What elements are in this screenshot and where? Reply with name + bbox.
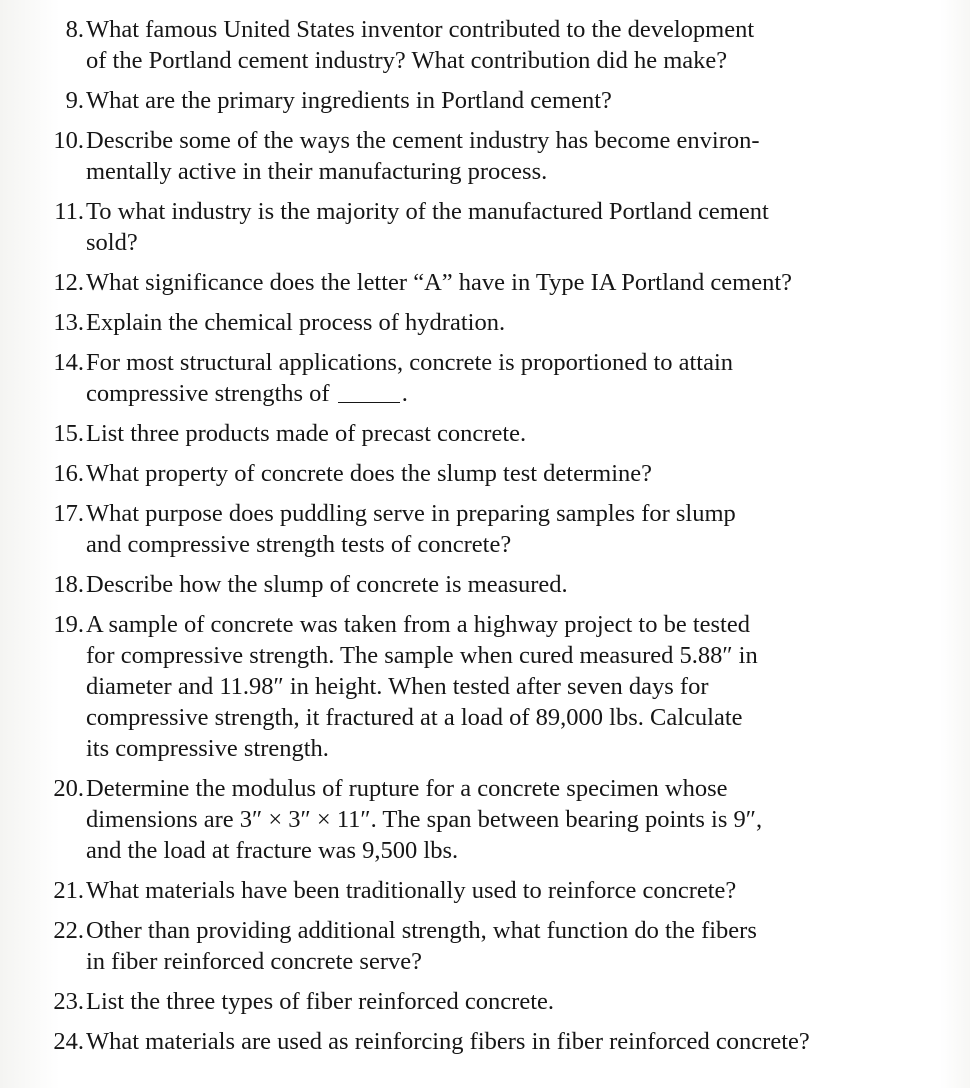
question-item (28, 196, 938, 258)
answer-blank (338, 401, 400, 403)
question-list (28, 14, 938, 1057)
question-number: 16. (53, 460, 84, 487)
question-item (28, 14, 938, 76)
question-number: 20. (53, 775, 84, 802)
question-text: What famous United States inventor contributed to the development of the Portland cement industry? What contribution did he make? (86, 16, 755, 74)
question-text: What purpose does puddling serve in preparing samples for slump and compressive strength tests of concrete? (86, 500, 736, 558)
question-text: What property of concrete does the slump test determine? (86, 460, 653, 487)
question-text: Describe some of the ways the cement industry has become environ- mentally active in their manufacturing process. (86, 127, 760, 185)
question-text: Explain the chemical process of hydration. (86, 309, 506, 336)
question-item (28, 458, 938, 489)
question-text: A sample of concrete was taken from a highway project to be tested for compressive strength. The sample when cured measured 5.88″ in diameter and 11.98″ in height. When tested after seven days for compressive strength, it fractured at a load of 89,000 lbs. Calculate its compressive strength. (86, 611, 758, 762)
question-text: Determine the modulus of rupture for a concrete specimen whose dimensions are 3″ × 3″ × 11″. The span between bearing points is 9″, and the load at fracture was 9,500 lbs. (86, 775, 763, 864)
question-number: 13. (53, 309, 84, 336)
question-item (28, 267, 938, 298)
question-number: 21. (53, 877, 84, 904)
question-number: 24. (53, 1028, 84, 1055)
question-number: 19. (53, 611, 84, 638)
question-item (28, 1026, 938, 1057)
question-text: Describe how the slump of concrete is measured. (86, 571, 568, 598)
question-number: 17. (53, 500, 84, 527)
question-number: 10. (53, 127, 84, 154)
question-text: For most structural applications, concrete is proportioned to attain compressive strengths of . (86, 349, 734, 407)
question-item (28, 498, 938, 560)
question-number: 8. (65, 16, 84, 43)
question-number: 22. (53, 917, 84, 944)
question-text: List three products made of precast concrete. (86, 420, 527, 447)
question-number: 11. (54, 198, 84, 225)
question-item (28, 85, 938, 116)
question-text: To what industry is the majority of the manufactured Portland cement sold? (86, 198, 769, 256)
question-item (28, 569, 938, 600)
question-text: What significance does the letter “A” have in Type IA Portland cement? (86, 269, 793, 296)
question-item (28, 986, 938, 1017)
question-text: What are the primary ingredients in Portland cement? (86, 87, 612, 114)
question-text: List the three types of fiber reinforced concrete. (86, 988, 555, 1015)
question-item (28, 307, 938, 338)
question-item (28, 773, 938, 866)
question-text: What materials are used as reinforcing fibers in fiber reinforced concrete? (86, 1028, 810, 1055)
question-number: 9. (65, 87, 84, 114)
question-number: 23. (53, 988, 84, 1015)
question-number: 14. (53, 349, 84, 376)
question-item (28, 125, 938, 187)
question-number: 15. (53, 420, 84, 447)
question-item (28, 418, 938, 449)
question-item (28, 915, 938, 977)
question-number: 18. (53, 571, 84, 598)
question-item (28, 609, 938, 764)
question-text: Other than providing additional strength, what function do the fibers in fiber reinforced concrete serve? (86, 917, 757, 975)
question-item (28, 875, 938, 906)
question-text: What materials have been traditionally used to reinforce concrete? (86, 877, 737, 904)
question-item (28, 347, 938, 409)
question-number: 12. (53, 269, 84, 296)
